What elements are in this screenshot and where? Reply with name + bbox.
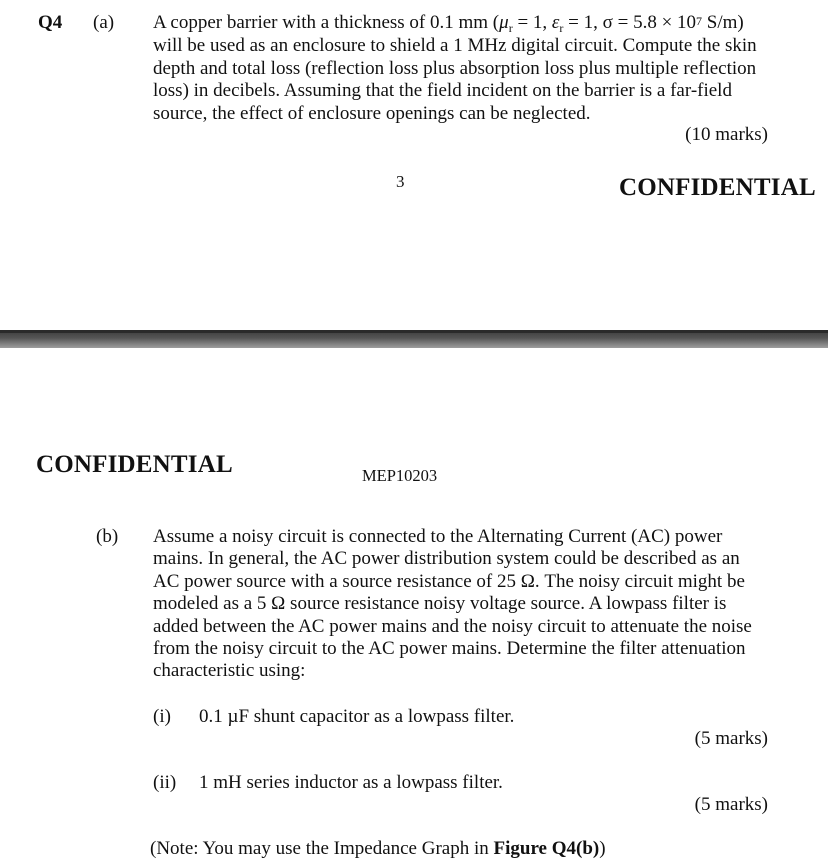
page-number: 3 [396,172,405,191]
part-a-line-5: source, the effect of enclosure openings can be neglected. [153,102,591,124]
part-b-line-1: Assume a noisy circuit is connected to the Alternating Current (AC) power [153,526,723,547]
header-confidential: CONFIDENTIAL [36,451,233,478]
note-suffix: ) [599,838,606,859]
part-a-text [153,12,768,125]
part-b-line-5: added between the AC power mains and the noisy circuit to attenuate the noise [153,615,752,637]
sub-item-i-text: 0.1 µF shunt capacitor as a lowpass filter. [199,706,515,727]
part-b-line-2: mains. In general, the AC power distribution system could be described as an [153,548,740,570]
part-b-line-3: AC power source with a source resistance of 25 Ω. The noisy circuit might be [153,570,745,592]
sub-item-ii-text: 1 mH series inductor as a lowpass filter. [199,772,503,793]
part-a-line-1: A copper barrier with a thickness of 0.1 mm ($\mu_r = 1$, $\varepsilon_r = 1$, $\sigma = 5.8 \times 10^7$ S/m) [153,12,744,35]
part-a-line-4: loss) in decibels. Assuming that the field incident on the barrier is a far-field [153,80,732,102]
course-code: MEP10203 [362,466,438,485]
footer-confidential: CONFIDENTIAL [619,174,816,201]
part-a-label: (a) [93,12,115,33]
note-figure-ref: Figure Q4(b) [493,838,600,859]
question-number: Q4 [38,12,63,33]
part-b-text [153,526,768,683]
sub-item-ii-label: (ii) [153,772,177,793]
sub-item-i-label: (i) [153,706,171,727]
sub-item-i-marks: (5 marks) [694,728,768,749]
note-prefix: (Note: You may use the Impedance Graph in [150,838,494,859]
part-b-label: (b) [96,526,119,547]
part-a-line-2: will be used as an enclosure to shield a 1 MHz digital circuit. Compute the skin [153,35,757,57]
part-a-line-3: depth and total loss (reflection loss plus absorption loss plus multiple reflection [153,57,757,79]
part-b-line-7: characteristic using: [153,660,306,682]
part-b-line-6: from the noisy circuit to the AC power mains. Determine the filter attenuation [153,638,746,660]
part-a-marks: (10 marks) [685,124,768,145]
sub-item-ii-marks: (5 marks) [694,794,768,815]
figure-note [150,838,606,860]
part-b-line-4: modeled as a 5 Ω source resistance noisy voltage source. A lowpass filter is [153,593,727,615]
page-separator-edge [0,330,828,333]
